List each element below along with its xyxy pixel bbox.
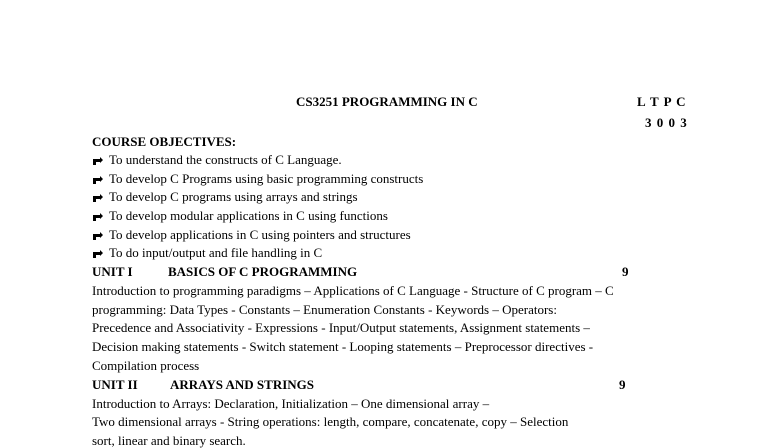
course-title: CS3251 PROGRAMMING IN C — [296, 94, 478, 109]
unit-body-line: Introduction to programming paradigms – Applications of C Language - Structure of C program – C — [92, 283, 614, 298]
unit-hours: 9 — [622, 264, 629, 279]
objective-item: To develop applications in C using pointers and structures — [109, 227, 411, 242]
unit-body-line: Precedence and Associativity - Expressions - Input/Output statements, Assignment statements – — [92, 320, 590, 335]
unit-body-line: sort, linear and binary search. — [92, 433, 246, 448]
ltpc-values: 3 0 0 3 — [645, 115, 688, 130]
unit-title: BASICS OF C PROGRAMMING — [168, 264, 358, 279]
objective-item: To develop C programs using arrays and strings — [109, 189, 358, 204]
unit-body-line: programming: Data Types - Constants – Enumeration Constants - Keywords – Operators: — [92, 302, 557, 317]
pointing-hand-icon — [93, 175, 103, 185]
pointing-hand-icon — [93, 231, 103, 241]
objectives-heading: COURSE OBJECTIVES: — [92, 134, 237, 149]
unit-label: UNIT II — [92, 377, 138, 392]
pointing-hand-icon — [93, 193, 103, 203]
pointing-hand-icon — [93, 212, 103, 222]
pointing-hand-icon — [93, 249, 103, 259]
pointing-hand-icon — [93, 156, 103, 166]
objective-item: To understand the constructs of C Language. — [109, 152, 342, 167]
unit-body-line: Introduction to Arrays: Declaration, Initialization – One dimensional array – — [92, 396, 490, 411]
unit-body-line: Decision making statements - Switch statement - Looping statements – Preprocessor directives - — [92, 339, 594, 354]
unit-label: UNIT I — [92, 264, 133, 279]
unit-body-line: Two dimensional arrays - String operations: length, compare, concatenate, copy – Selection — [92, 414, 569, 429]
unit-body-line: Compilation process — [92, 358, 200, 373]
ltpc-label: L T P C — [637, 94, 687, 109]
objective-item: To do input/output and file handling in C — [109, 245, 323, 260]
objective-item: To develop modular applications in C using functions — [109, 208, 388, 223]
unit-hours: 9 — [619, 377, 626, 392]
objective-item: To develop C Programs using basic programming constructs — [109, 171, 424, 186]
unit-title: ARRAYS AND STRINGS — [170, 377, 315, 392]
